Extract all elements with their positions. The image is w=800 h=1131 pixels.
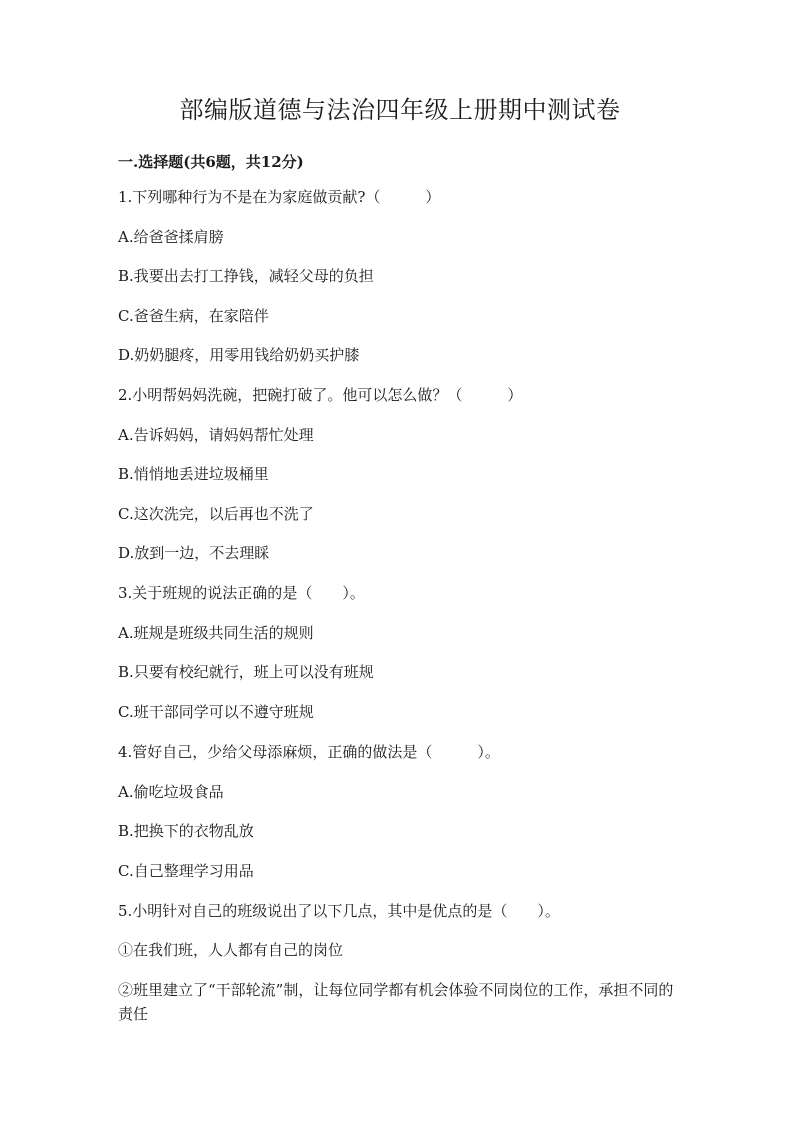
question-3-option-b: B.只要有校纪就行，班上可以没有班规: [118, 663, 374, 681]
question-1-option-a: A.给爸爸揉肩膀: [118, 228, 224, 246]
question-4-option-a: A.偷吃垃圾食品: [118, 783, 224, 801]
question-5-item-2: ②班里建立了“干部轮流”制，让每位同学都有机会体验不同岗位的工作，承担不同的责任: [118, 981, 674, 1023]
question-2-option-c: C.这次洗完，以后再也不洗了: [118, 505, 314, 523]
question-4-option-c: C.自己整理学习用品: [118, 862, 254, 880]
question-5-stem: 5.小明针对自己的班级说出了以下几点，其中是优点的是（ ）。: [118, 902, 560, 920]
question-3-stem: 3.关于班规的说法正确的是（ ）。: [118, 584, 365, 602]
question-2-option-b: B.悄悄地丢进垃圾桶里: [118, 465, 269, 483]
question-5-item-1: ①在我们班，人人都有自己的岗位: [118, 941, 344, 959]
question-3-option-a: A.班规是班级共同生活的规则: [118, 624, 314, 642]
page-title: 部编版道德与法治四年级上册期中测试卷: [179, 96, 621, 124]
question-2-option-d: D.放到一边，不去理睬: [118, 544, 270, 562]
question-4-option-b: B.把换下的衣物乱放: [118, 822, 254, 840]
section-heading: 一.选择题(共6题，共12分): [118, 153, 304, 171]
question-1-option-b: B.我要出去打工挣钱，减轻父母的负担: [118, 267, 374, 285]
question-1-option-d: D.奶奶腿疼，用零用钱给奶奶买护膝: [118, 346, 360, 364]
question-2-stem: 2.小明帮妈妈洗碗，把碗打破了。他可以怎么做？（ ）: [118, 386, 523, 404]
question-4-stem: 4.管好自己，少给父母添麻烦，正确的做法是（ ）。: [118, 743, 500, 761]
question-1-option-c: C.爸爸生病，在家陪伴: [118, 307, 269, 325]
question-1-stem: 1.下列哪种行为不是在为家庭做贡献?（ ）: [118, 188, 441, 206]
question-2-option-a: A.告诉妈妈，请妈妈帮忙处理: [118, 426, 314, 444]
question-3-option-c: C.班干部同学可以不遵守班规: [118, 703, 314, 721]
